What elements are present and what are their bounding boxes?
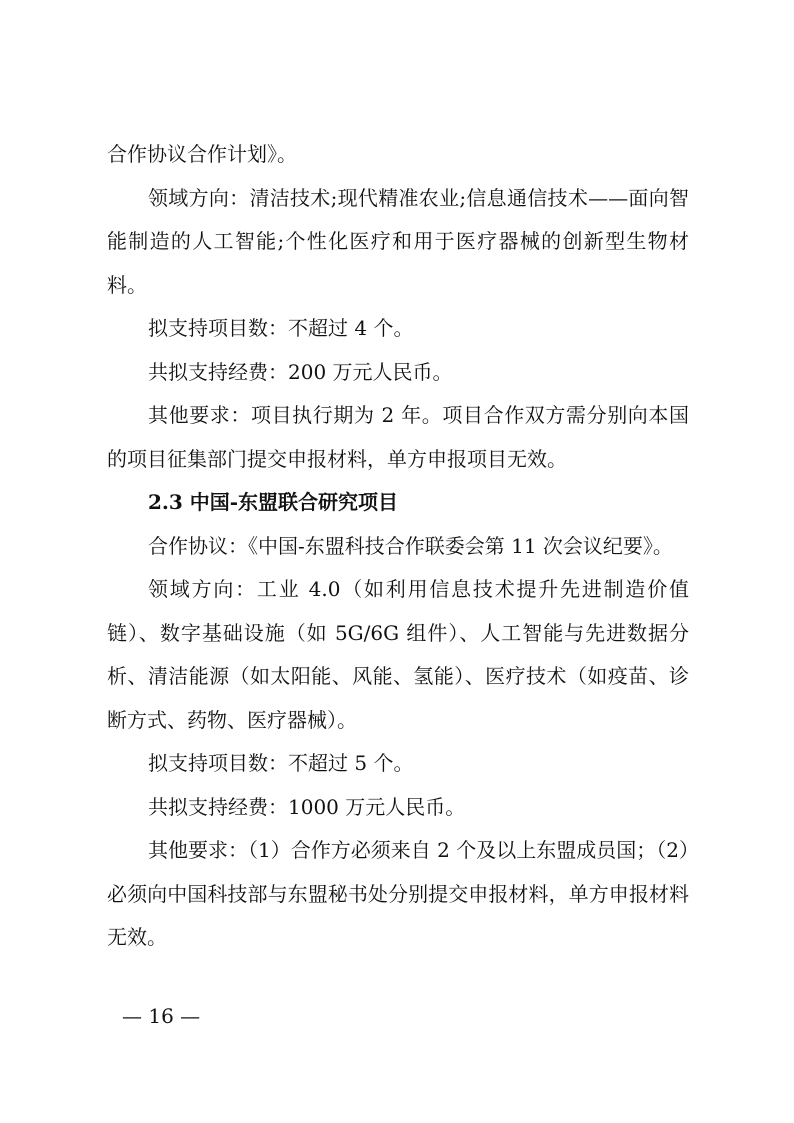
paragraph-project-count: 拟支持项目数：不超过 4 个。 — [148, 316, 414, 340]
paragraph-other-requirements: 其他要求：项目执行期为 2 年。项目合作双方需分别向本国的项目征集部门提交申报材料，单方申报项目无效。 — [107, 403, 689, 471]
paragraph-section-other-requirements: 其他要求：（1）合作方必须来自 2 个及以上东盟成员国；（2）必须向中国科技部与东盟秘书处分别提交申报材料，单方申报材料无效。 — [107, 838, 689, 949]
paragraph-continuation: 合作协议合作计划》。 — [107, 142, 297, 166]
section-heading: 2.3 中国-东盟联合研究项目 — [148, 490, 399, 514]
document-body — [107, 133, 689, 960]
paragraph-section-project-count: 拟支持项目数：不超过 5 个。 — [148, 751, 414, 775]
page-number: — 16 — — [122, 1004, 201, 1028]
paragraph-funding: 共拟支持经费：200 万元人民币。 — [148, 359, 453, 384]
paragraph-section-funding: 共拟支持经费：1000 万元人民币。 — [148, 794, 466, 819]
paragraph-section-field-direction: 领域方向：工业 4.0（如利用信息技术提升先进制造价值链）、数字基础设施（如 5G/6G 组件）、人工智能与先进数据分析、清洁能源（如太阳能、风能、氢能）、医疗技术（如疫苗、诊断方式、药物、医疗器械）。 — [107, 577, 689, 732]
paragraph-field-direction: 领域方向：清洁技术;现代精准农业;信息通信技术——面向智能制造的人工智能;个性化医疗和用于医疗器械的创新型生物材料。 — [107, 185, 689, 297]
paragraph-cooperation-agreement: 合作协议：《中国-东盟科技合作联委会第 11 次会议纪要》。 — [148, 533, 673, 558]
